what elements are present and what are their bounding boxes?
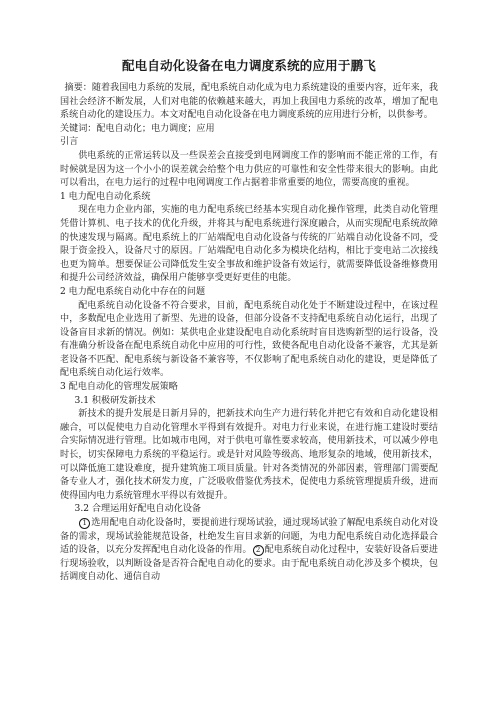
section-2-heading: 2 电力配电系统自动化中存在的问题 bbox=[60, 286, 206, 297]
intro-paragraph: 供电系统的正常运转以及一些误差会直接受到电网调度工作的影响而不能正常的工作，有时候就是因为这一个小小的误差就会给整个电力供应的可靠性和安全性带来很大的影响。由此可以看出，在电力运行的过程中电网调度工作占据着非常重要的地位，需要高度的重视。 bbox=[60, 150, 438, 189]
section-1-paragraph: 现在电力企业内部，实施的电力配电系统已经基本实现自动化操作管理，此类自动化管理凭借计算机、电子技术的优化升级，并将其与配电系统进行深度融合，从而实现配电系统故障的快速发现与隔离。配电系统上的厂站端配电自动化设备与传统的厂站端自动化设备不同，受限于资金投入，设备尺寸的原因。厂站端配电自动化多为模块化结构，相比于变电站二次接线也更为简单。想要保证公司降低发生安全事故和维护设备有效运行，就需要降低设备维修费用和提升公司经济效益，确保用户能够享受更好更佳的电能。 bbox=[60, 205, 438, 284]
abstract: 摘要：随着我国电力系统的发展，配电系统自动化成为电力系统建设的重要内容，近年来，我国社会经济不断发展，人们对电能的依赖越来越大，再加上我国电力系统的改革，增加了配电系统自动化的建设压力。本文对配电自动化设备在电力调度系统的应用进行分析，以供参考。 bbox=[60, 83, 438, 121]
section-3-2-item-1: 选用配电自动化设备时，要提前进行现场试验，通过现场试验了解配电系统自动化对设备的需求，现场试验能规范设备，杜绝发生盲目求新的问题，为电力配电系统自动化选择最合适的设备，以充分发挥配电自动化设备的作用。 bbox=[60, 518, 438, 556]
section-2-paragraph: 配电系统自动化设备不符合要求，目前，配电系统自动化处于不断建设过程中，在该过程中，多数配电企业选用了新型、先进的设备，但部分设备不支持配电系统自动化运行，出现了设备盲目求新的情况。例如：某供电企业建设配电自动化系统时盲目选购新型的运行设备，没有准确分析设备在配电系统自动化中应用的可行性，致使各配电自动化设备不兼容，尤其是新老设备不匹配、配电系统与新设备不兼容等，不仅影响了配电系统自动化的建设，更是降低了配电系统自动化运行效率。 bbox=[60, 300, 438, 379]
document-title: 配电自动化设备在电力调度系统的应用于鹏飞 bbox=[121, 58, 376, 73]
intro-heading: 引言 bbox=[60, 137, 79, 148]
section-3-1-heading: 3.1 积极研发新技术 bbox=[74, 395, 156, 406]
section-3-heading: 3 配电自动化的管理发展策略 bbox=[60, 382, 178, 393]
section-3-2-paragraph bbox=[60, 517, 438, 585]
section-3-1-paragraph: 新技术的提升发展是日新月异的，把新技术向生产力进行转化并把它有效和自动化建设相融合，可以促使电力自动化管理水平得到有效提升。对电力行业来说，在进行施工建设时要结合实际情况进行管理。比如城市电网，对于供电可靠性要求较高，使用新技术，可以减少停电时长，切实保障电力系统的平稳运行。或是针对风险等级高、地形复杂的地域，使用新技术，可以降低施工建设难度，提升建筑施工项目质量。针对各类情况的外部因素，管理部门需要配备专业人才，强化技术研发力度，广泛吸收借鉴优秀技术，促使电力系统管理提质升级，进而使得国内电力系统管理水平得以有效提升。 bbox=[60, 409, 438, 501]
keywords: 关键词：配电自动化；电力调度；应用 bbox=[60, 123, 215, 134]
section-1-heading: 1 电力配电自动化系统 bbox=[60, 191, 151, 202]
circled-number-1: 1 bbox=[79, 518, 90, 529]
section-3-2-heading: 3.2 合理运用好配电自动化设备 bbox=[74, 504, 202, 515]
section-3-2-item-2: 配电系统自动化过程中，安装好设备后要进行现场验收，以判断设备是否符合配电自动化的要求。由于配电系统自动化涉及多个模块，包括调度自动化、通信自动 bbox=[60, 545, 438, 583]
circled-number-2: 2 bbox=[253, 545, 264, 556]
